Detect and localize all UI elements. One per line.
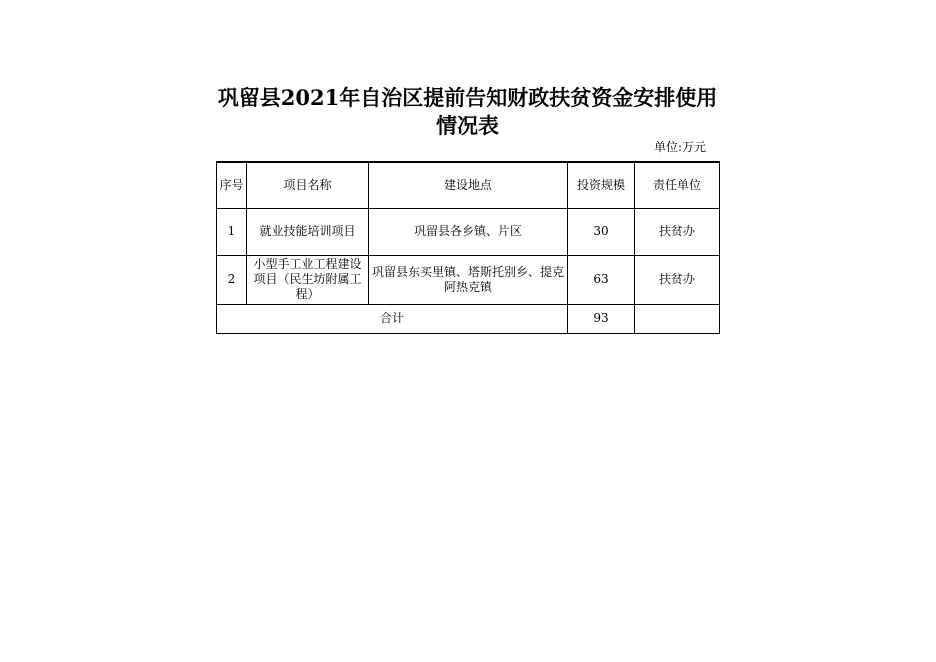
cell-amount: 30 [568,208,635,255]
cell-location: 巩留县东买里镇、塔斯托别乡、提克阿热克镇 [369,255,568,304]
cell-amount: 63 [568,255,635,304]
cell-location: 巩留县各乡镇、片区 [369,208,568,255]
header-name: 项目名称 [247,162,369,208]
total-dept [635,304,720,333]
total-amount: 93 [568,304,635,333]
table-header-row [217,162,720,208]
header-no: 序号 [217,162,247,208]
total-row [217,304,720,333]
cell-no: 1 [217,208,247,255]
page-title: 巩留县2021年自治区提前告知财政扶贫资金安排使用情况表 [217,85,718,138]
cell-dept: 扶贫办 [635,208,720,255]
cell-dept: 扶贫办 [635,255,720,304]
table-row [217,208,720,255]
unit-label: 单位:万元 [653,140,706,154]
funds-table [216,161,720,334]
cell-no: 2 [217,255,247,304]
header-location: 建设地点 [369,162,568,208]
total-label: 合计 [217,304,568,333]
header-dept: 责任单位 [635,162,720,208]
cell-name: 小型手工业工程建设项目（民生坊附属工程） [247,255,369,304]
table-row [217,255,720,304]
cell-name: 就业技能培训项目 [247,208,369,255]
header-amount: 投资规模 [568,162,635,208]
